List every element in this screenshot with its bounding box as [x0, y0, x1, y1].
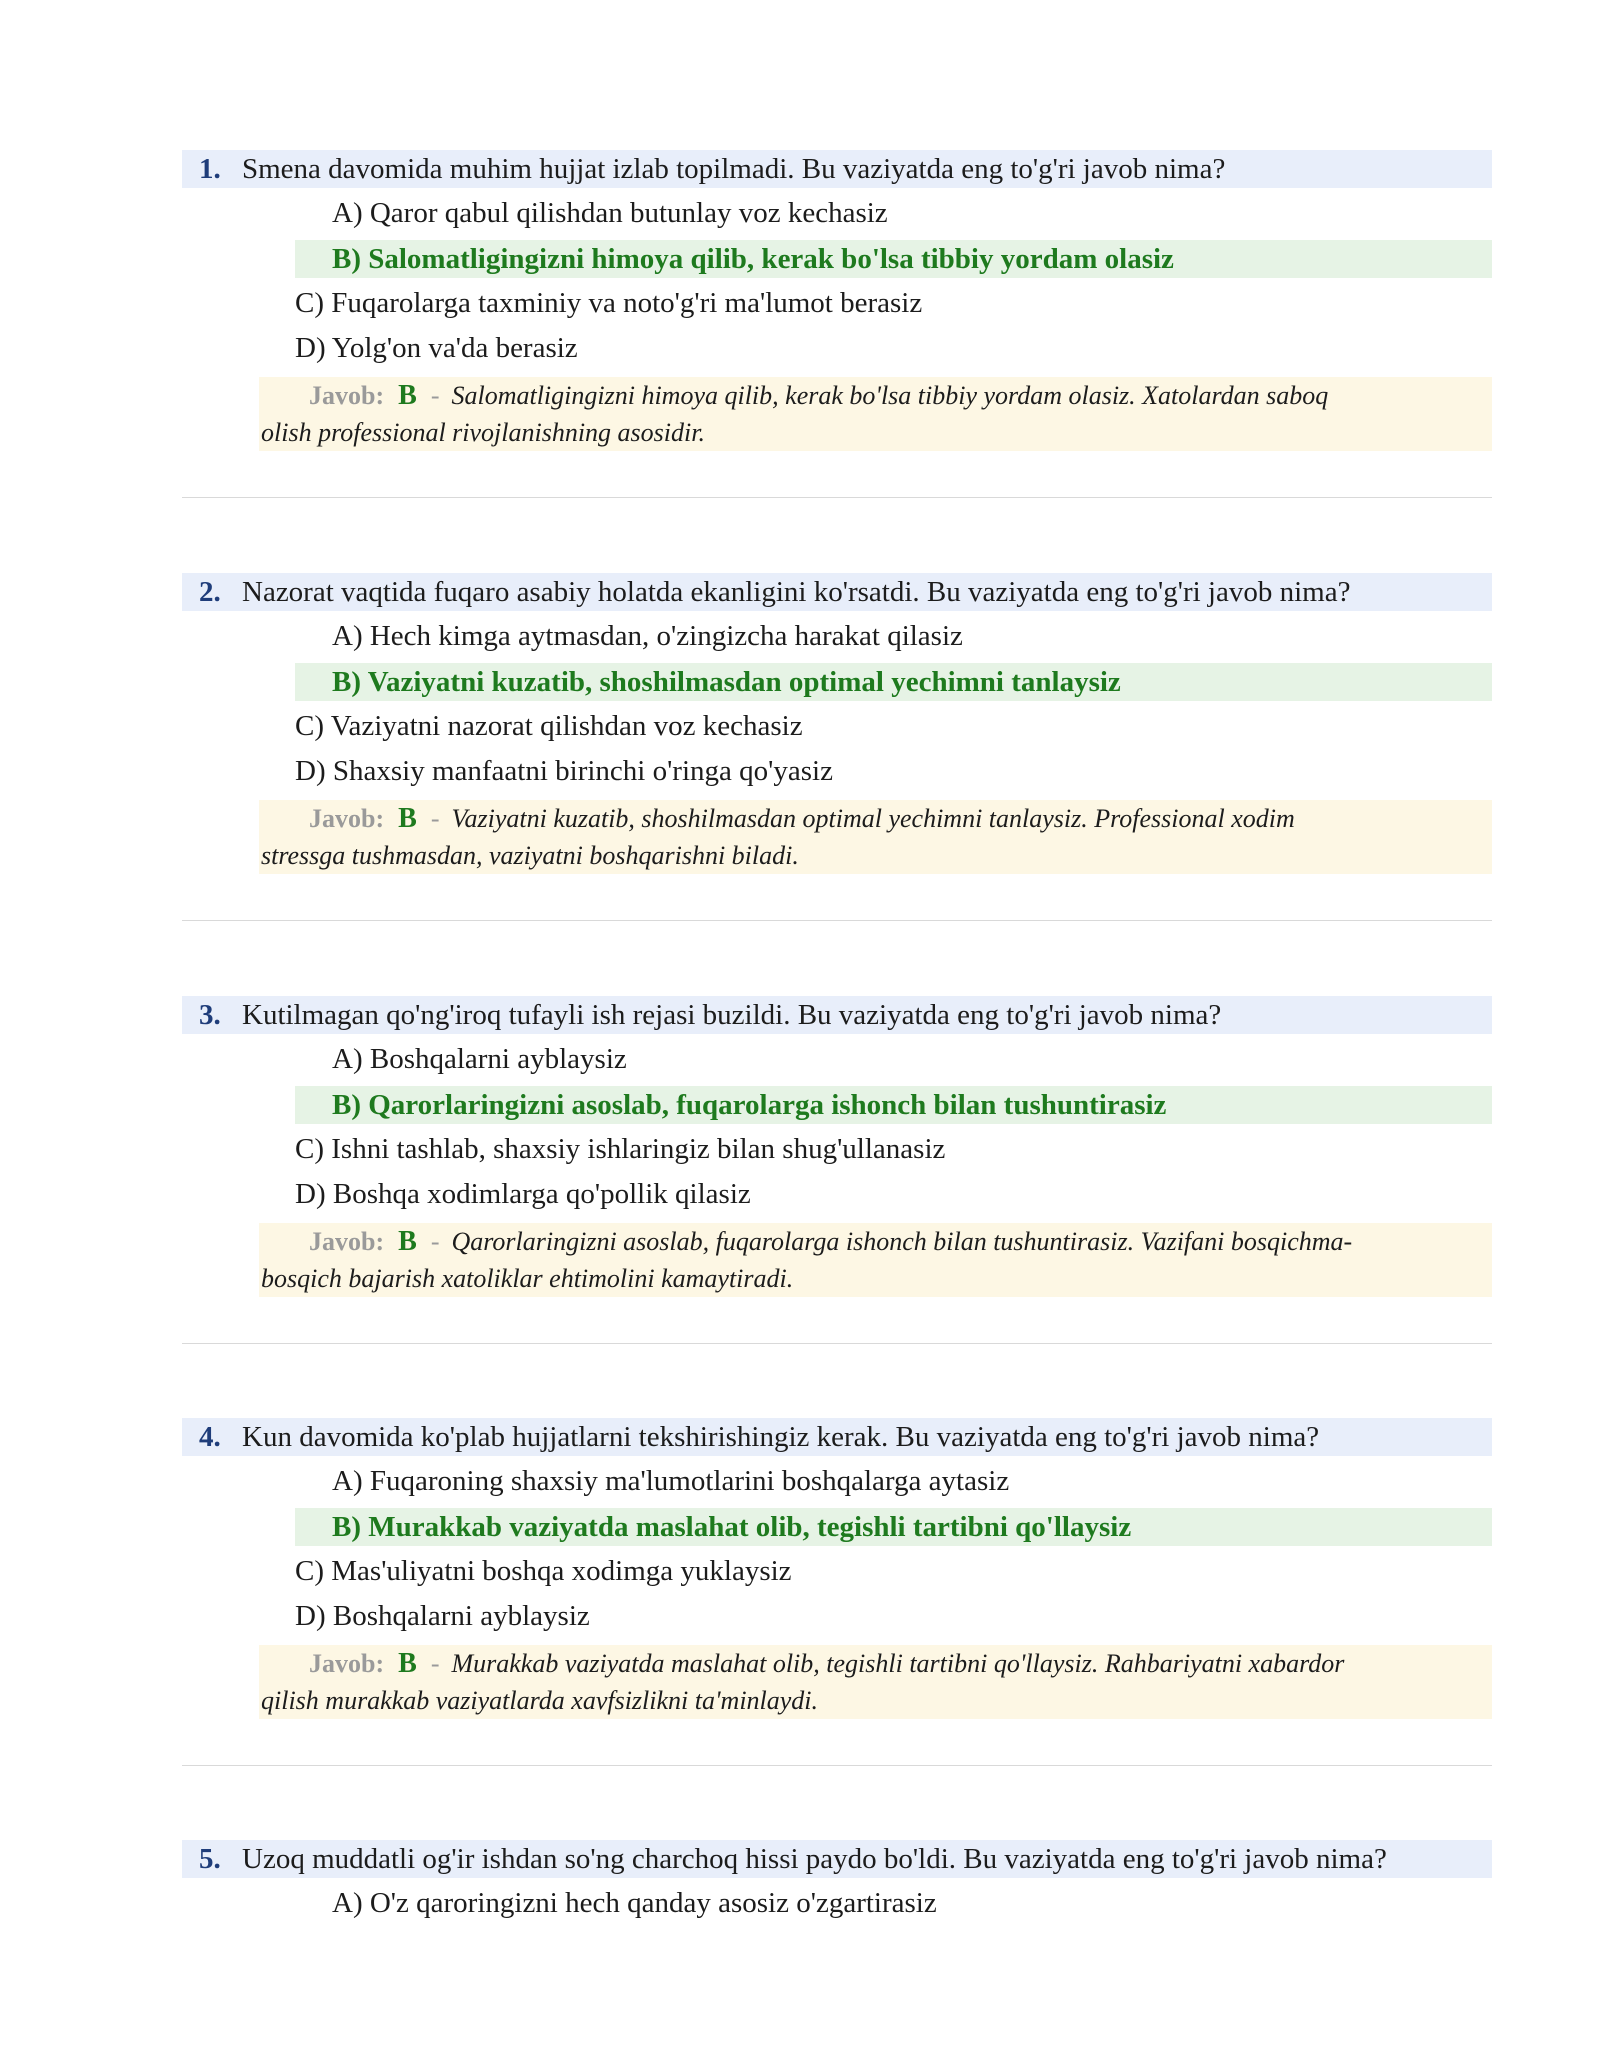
answer-label: Javob: — [309, 1227, 385, 1256]
option-b-correct — [295, 240, 1492, 278]
answer-explanation-line2: bosqich bajarish xatoliklar ehtimolini kamaytiradi. — [261, 1264, 794, 1293]
divider — [182, 920, 1492, 921]
divider — [182, 1765, 1492, 1766]
option-b-text: B) Salomatligingizni himoya qilib, kerak bo'lsa tibbiy yordam olasiz — [332, 243, 1174, 275]
answer-box — [259, 800, 1492, 874]
option-c: C) Vaziyatni nazorat qilishdan voz kechasiz — [295, 710, 803, 742]
question-header — [182, 573, 1492, 611]
answer-explanation-line1: Vaziyatni kuzatib, shoshilmasdan optimal yechimni tanlaysiz. Professional xodim — [451, 804, 1295, 833]
option-c: C) Mas'uliyatni boshqa xodimga yuklaysiz — [295, 1555, 792, 1587]
option-d: D) Boshqalarni ayblaysiz — [295, 1600, 590, 1632]
divider — [182, 1343, 1492, 1344]
answer-label: Javob: — [309, 804, 385, 833]
option-b-text: B) Qarorlaringizni asoslab, fuqarolarga ishonch bilan tushuntirasiz — [332, 1089, 1167, 1121]
answer-box — [259, 1223, 1492, 1297]
question-header — [182, 1840, 1492, 1878]
answer-box — [259, 1645, 1492, 1719]
question-number: 1. — [199, 152, 221, 185]
answer-letter: B — [398, 1226, 417, 1257]
question-header — [182, 996, 1492, 1034]
answer-dash: - — [430, 1227, 440, 1256]
question-text: Uzoq muddatli og'ir ishdan so'ng charchoq hissi paydo bo'ldi. Bu vaziyatda eng to'g'ri javob nima? — [242, 1842, 1387, 1875]
question-header — [182, 1418, 1492, 1456]
question-text: Kun davomida ko'plab hujjatlarni tekshirishingiz kerak. Bu vaziyatda eng to'g'ri javob nima? — [242, 1420, 1320, 1453]
answer-explanation-line1: Salomatligingizni himoya qilib, kerak bo'lsa tibbiy yordam olasiz. Xatolardan saboq — [451, 381, 1329, 410]
answer-label: Javob: — [309, 381, 385, 410]
question-number: 4. — [199, 1420, 221, 1453]
option-c: C) Ishni tashlab, shaxsiy ishlaringiz bilan shug'ullanasiz — [295, 1133, 946, 1165]
question-number: 5. — [199, 1842, 221, 1875]
answer-label: Javob: — [309, 1649, 385, 1678]
option-d: D) Boshqa xodimlarga qo'pollik qilasiz — [295, 1178, 751, 1210]
divider — [182, 497, 1492, 498]
option-b-text: B) Vaziyatni kuzatib, shoshilmasdan optimal yechimni tanlaysiz — [332, 666, 1121, 698]
answer-explanation-line2: olish professional rivojlanishning asosidir. — [261, 418, 705, 447]
question-text: Kutilmagan qo'ng'iroq tufayli ish rejasi buzildi. Bu vaziyatda eng to'g'ri javob nima? — [242, 998, 1222, 1031]
question-text: Smena davomida muhim hujjat izlab topilmadi. Bu vaziyatda eng to'g'ri javob nima? — [242, 152, 1226, 185]
answer-explanation-line1: Qarorlaringizni asoslab, fuqarolarga ishonch bilan tushuntirasiz. Vazifani bosqichma- — [451, 1227, 1353, 1256]
option-c: C) Fuqarolarga taxminiy va noto'g'ri ma'lumot berasiz — [295, 287, 923, 319]
question-header — [182, 150, 1492, 188]
option-d: D) Shaxsiy manfaatni birinchi o'ringa qo'yasiz — [295, 755, 833, 787]
answer-dash: - — [430, 381, 440, 410]
option-a: A) Hech kimga aytmasdan, o'zingizcha harakat qilasiz — [332, 620, 963, 652]
answer-dash: - — [430, 804, 440, 833]
option-b-correct — [295, 663, 1492, 701]
answer-letter: B — [398, 1648, 417, 1679]
answer-letter: B — [398, 380, 417, 411]
option-d: D) Yolg'on va'da berasiz — [295, 332, 578, 364]
option-a: A) Boshqalarni ayblaysiz — [332, 1043, 627, 1075]
answer-explanation-line1: Murakkab vaziyatda maslahat olib, tegishli tartibni qo'llaysiz. Rahbariyatni xabardor — [451, 1649, 1345, 1678]
option-a: A) O'z qaroringizni hech qanday asosiz o'zgartirasiz — [332, 1887, 937, 1919]
option-a: A) Fuqaroning shaxsiy ma'lumotlarini boshqalarga aytasiz — [332, 1465, 1010, 1497]
question-text: Nazorat vaqtida fuqaro asabiy holatda ekanligini ko'rsatdi. Bu vaziyatda eng to'g'ri javob nima? — [242, 575, 1351, 608]
answer-explanation-line2: stressga tushmasdan, vaziyatni boshqarishni biladi. — [261, 841, 799, 870]
question-number: 3. — [199, 998, 221, 1031]
answer-explanation-line2: qilish murakkab vaziyatlarda xavfsizlikni ta'minlaydi. — [261, 1686, 819, 1715]
option-b-text: B) Murakkab vaziyatda maslahat olib, tegishli tartibni qo'llaysiz — [332, 1511, 1132, 1543]
answer-letter: B — [398, 803, 417, 834]
option-b-correct — [295, 1086, 1492, 1124]
answer-box — [259, 377, 1492, 451]
answer-dash: - — [430, 1649, 440, 1678]
option-a: A) Qaror qabul qilishdan butunlay voz kechasiz — [332, 197, 888, 229]
question-number: 2. — [199, 575, 221, 608]
option-b-correct — [295, 1508, 1492, 1546]
